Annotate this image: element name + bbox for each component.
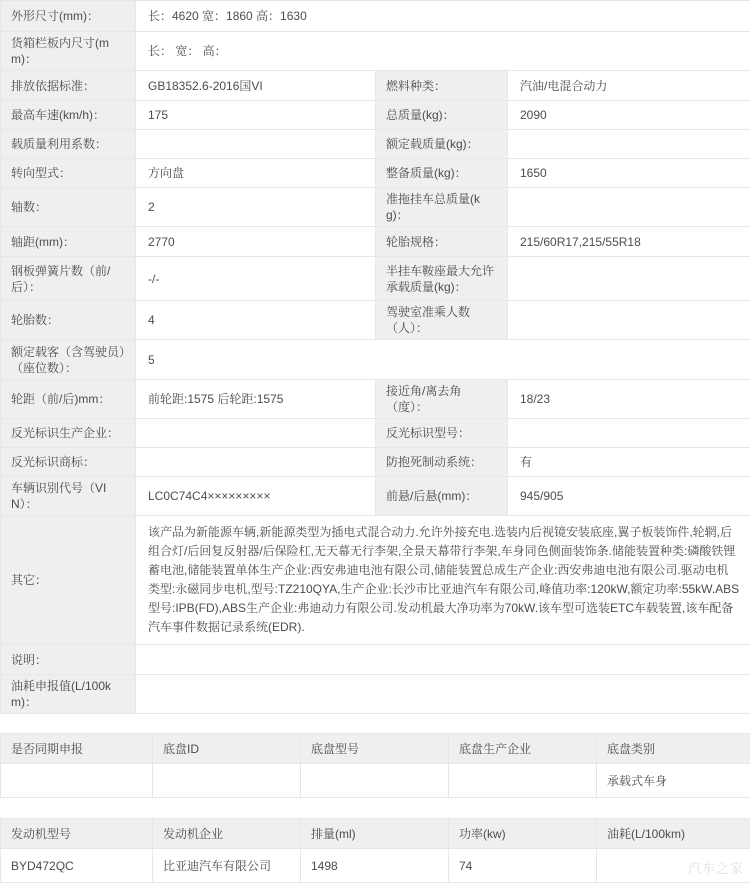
engine-header-row bbox=[1, 819, 750, 849]
spec-field-value bbox=[136, 130, 376, 159]
spec-field-label: 钢板弹簧片数（前/后）： bbox=[1, 257, 136, 301]
chassis-column-header: 底盘生产企业 bbox=[449, 734, 597, 764]
vehicle-spec-table-body bbox=[1, 1, 750, 714]
spec-field-value: 方向盘 bbox=[136, 159, 376, 188]
spec-row bbox=[1, 675, 750, 714]
engine-cell bbox=[597, 849, 750, 883]
spec-row bbox=[1, 101, 750, 130]
spec-row bbox=[1, 130, 750, 159]
spec-field-label: 额定载质量(kg)： bbox=[376, 130, 508, 159]
chassis-cell bbox=[301, 764, 449, 798]
spec-field-value: LC0C74C4××××××××× bbox=[136, 477, 376, 516]
engine-column-header: 油耗(L/100km) bbox=[597, 819, 750, 849]
spec-field-label: 油耗申报值(L/100km)： bbox=[1, 675, 136, 714]
chassis-cell bbox=[153, 764, 301, 798]
spec-field-label: 轴数： bbox=[1, 188, 136, 227]
spec-field-value: 长：4620 宽：1860 高：1630 bbox=[136, 1, 750, 32]
spec-field-value: -/- bbox=[136, 257, 376, 301]
spec-field-value bbox=[136, 675, 750, 714]
spec-row bbox=[1, 419, 750, 448]
spec-field-value bbox=[136, 645, 750, 675]
spec-field-value: 945/905 bbox=[508, 477, 750, 516]
spec-field-value: 175 bbox=[136, 101, 376, 130]
spec-field-label: 载质量利用系数： bbox=[1, 130, 136, 159]
spec-field-label: 轮胎规格： bbox=[376, 227, 508, 257]
spec-field-value: 215/60R17,215/55R18 bbox=[508, 227, 750, 257]
engine-column-header: 发动机企业 bbox=[153, 819, 301, 849]
spec-row bbox=[1, 71, 750, 101]
spec-row bbox=[1, 32, 750, 71]
chassis-data-row bbox=[1, 764, 750, 798]
spec-row bbox=[1, 516, 750, 645]
engine-column-header: 发动机型号 bbox=[1, 819, 153, 849]
spec-row bbox=[1, 159, 750, 188]
spec-field-label: 驾驶室准乘人数（人）： bbox=[376, 301, 508, 340]
spec-field-value bbox=[508, 188, 750, 227]
spec-field-label: 货箱栏板内尺寸(mm)： bbox=[1, 32, 136, 71]
engine-cell: 74 bbox=[449, 849, 597, 883]
spec-field-label: 半挂车鞍座最大允许承载质量(kg)： bbox=[376, 257, 508, 301]
engine-cell: 比亚迪汽车有限公司 bbox=[153, 849, 301, 883]
chassis-table-body bbox=[1, 764, 750, 798]
spec-field-value: 5 bbox=[136, 340, 376, 380]
spec-field-label: 说明： bbox=[1, 645, 136, 675]
chassis-cell bbox=[449, 764, 597, 798]
spec-field-value bbox=[508, 257, 750, 301]
spec-field-value: 2770 bbox=[136, 227, 376, 257]
spec-field-value: 前轮距:1575 后轮距:1575 bbox=[136, 380, 376, 419]
spec-field-value: 2 bbox=[136, 188, 376, 227]
chassis-cell bbox=[1, 764, 153, 798]
engine-table-header bbox=[1, 819, 750, 849]
chassis-column-header: 底盘类别 bbox=[597, 734, 750, 764]
spec-field-value bbox=[508, 419, 750, 448]
spec-field-label: 轴距(mm)： bbox=[1, 227, 136, 257]
spec-field-value: 长： 宽： 高： bbox=[136, 32, 750, 71]
spec-field-label: 反光标识生产企业： bbox=[1, 419, 136, 448]
spec-row bbox=[1, 448, 750, 477]
spec-field-label: 准拖挂车总质量(kg)： bbox=[376, 188, 508, 227]
spec-row bbox=[1, 257, 750, 301]
chassis-header-row bbox=[1, 734, 750, 764]
spec-field-value: 1650 bbox=[508, 159, 750, 188]
spec-field-value: 4 bbox=[136, 301, 376, 340]
spec-field-label: 转向型式： bbox=[1, 159, 136, 188]
spec-field-label: 反光标识商标： bbox=[1, 448, 136, 477]
engine-table-body bbox=[1, 849, 750, 883]
spec-row bbox=[1, 1, 750, 32]
spec-field-value: 有 bbox=[508, 448, 750, 477]
spec-row bbox=[1, 645, 750, 675]
spec-field-label: 接近角/离去角（度）： bbox=[376, 380, 508, 419]
spec-field-value bbox=[136, 419, 376, 448]
spec-field-value: 18/23 bbox=[508, 380, 750, 419]
spec-row bbox=[1, 227, 750, 257]
spec-field-value bbox=[508, 301, 750, 340]
spec-row bbox=[1, 301, 750, 340]
spec-field-label: 轮胎数： bbox=[1, 301, 136, 340]
chassis-info-table bbox=[0, 733, 750, 798]
engine-data-row bbox=[1, 849, 750, 883]
spec-field-value: 2090 bbox=[508, 101, 750, 130]
spec-field-value bbox=[136, 448, 376, 477]
spec-row bbox=[1, 380, 750, 419]
spec-field-label: 最高车速(km/h)： bbox=[1, 101, 136, 130]
spec-field-label: 其它： bbox=[1, 516, 136, 645]
spec-field-value: 汽油/电混合动力 bbox=[508, 71, 750, 101]
spec-field-value: 该产品为新能源车辆,新能源类型为插电式混合动力.允许外接充电.选装内后视镜安装底座,翼子板装饰件,轮辋,后组合灯/后回复反射器/后保险杠,无天幕无行李架,全景天幕带行李架,车身同色侧面装饰条.储能装置种类:磷酸铁锂蓄电池,储能装置单体生产企业:西安弗迪电池有限公司,储能装置总成生产企业:西安弗迪电池有限公司.驱动电机类型:永磁同步电机,型号:TZ210QYA,生产企业:长沙市比亚迪汽车有限公司,峰值功率:120kW,额定功率:55kW.ABS型号:IPB(FD),ABS生产企业:弗迪动力有限公司.发动机最大净功率为70kW.该车型可选装ETC车载装置,该车配备汽车事件数据记录系统(EDR). bbox=[136, 516, 750, 645]
spec-field-label: 反光标识型号： bbox=[376, 419, 508, 448]
spec-field-label: 额定载客（含驾驶员）（座位数）： bbox=[1, 340, 136, 380]
spec-field-label: 车辆识别代号（VIN）： bbox=[1, 477, 136, 516]
chassis-column-header: 底盘ID bbox=[153, 734, 301, 764]
spec-field-label: 防抱死制动系统： bbox=[376, 448, 508, 477]
engine-column-header: 功率(kw) bbox=[449, 819, 597, 849]
spec-field-value bbox=[508, 130, 750, 159]
spec-row bbox=[1, 340, 750, 380]
spec-row bbox=[1, 188, 750, 227]
chassis-column-header: 是否同期申报 bbox=[1, 734, 153, 764]
spec-field-value: GB18352.6-2016国VI bbox=[136, 71, 376, 101]
chassis-table-header bbox=[1, 734, 750, 764]
engine-info-table bbox=[0, 818, 750, 883]
spec-field-label: 轮距（前/后)mm： bbox=[1, 380, 136, 419]
engine-column-header: 排量(ml) bbox=[301, 819, 449, 849]
spec-field-label: 总质量(kg)： bbox=[376, 101, 508, 130]
spec-field-label: 燃料种类： bbox=[376, 71, 508, 101]
chassis-cell: 承载式车身 bbox=[597, 764, 750, 798]
watermark: 汽车之家 bbox=[688, 858, 744, 877]
engine-cell: BYD472QC bbox=[1, 849, 153, 883]
spec-field-label: 前悬/后悬(mm)： bbox=[376, 477, 508, 516]
engine-cell: 1498 bbox=[301, 849, 449, 883]
spec-field-label: 整备质量(kg)： bbox=[376, 159, 508, 188]
spec-field-label: 排放依据标准： bbox=[1, 71, 136, 101]
chassis-column-header: 底盘型号 bbox=[301, 734, 449, 764]
spec-blank-cell bbox=[376, 340, 750, 380]
spec-field-label: 外形尺寸(mm)： bbox=[1, 1, 136, 32]
spec-row bbox=[1, 477, 750, 516]
